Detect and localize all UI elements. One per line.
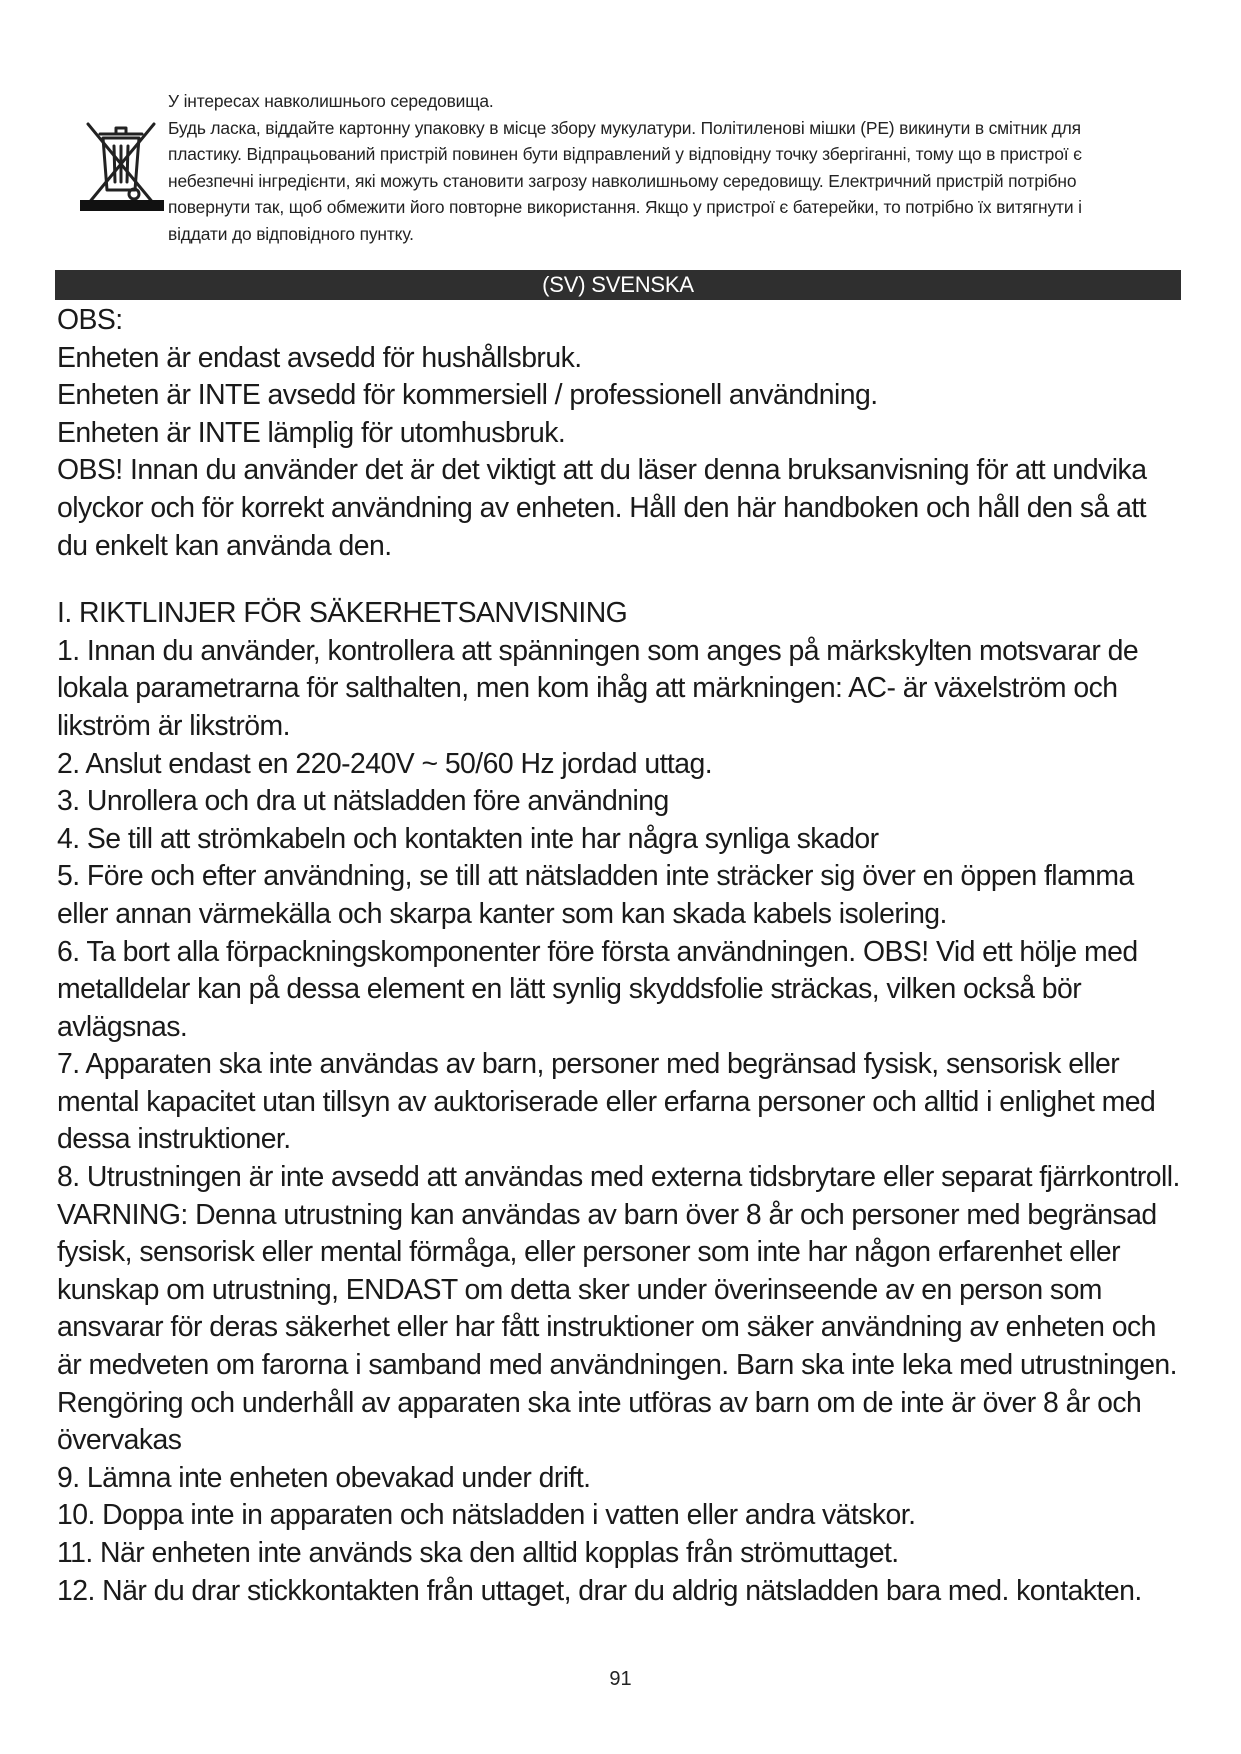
- safety-line: 9. Lämna inte enheten obevakad under drift.: [57, 1461, 591, 1494]
- language-section-heading: (SV) SVENSKA: [55, 270, 1181, 300]
- safety-line: 1. Innan du använder, kontrollera att spänningen som anges på märkskylten motsvarar de: [57, 634, 1139, 667]
- safety-line: ansvarar för deras säkerhet eller har fått instruktioner om säker användning av enheten och: [57, 1311, 1156, 1344]
- intro-line: du enkelt kan använda den.: [57, 529, 392, 562]
- disposal-line: віддати до відповідного пунтку.: [168, 223, 414, 244]
- safety-line: kunskap om utrustning, ENDAST om detta sker under överinseende av en person som: [57, 1273, 1102, 1306]
- safety-line: 3. Unrollera och dra ut nätsladden före användning: [57, 785, 669, 818]
- safety-line: 8. Utrustningen är inte avsedd att användas med externa tidsbrytare eller separat fjärrkontroll.: [57, 1161, 1180, 1194]
- disposal-line: У інтересах навколишнього середовища.: [168, 91, 494, 111]
- safety-line: är medveten om farorna i samband med användningen. Barn ska inte leka med utrustningen.: [57, 1349, 1178, 1382]
- safety-line: 11. När enheten inte används ska den alltid kopplas från strömuttaget.: [57, 1537, 899, 1569]
- paragraph-gap: [57, 565, 1217, 595]
- safety-line: lokala parametrarna för salthalten, men kom ihåg att märkningen: AC- är växelström och: [57, 672, 1118, 705]
- safety-line: 10. Doppa inte in apparaten och nätsladden i vatten eller andra vätskor.: [57, 1499, 916, 1532]
- disposal-line: небезпечні інгредієнти, які можуть становити загрозу навколишньому середовищу. Електричний пристрій потрібно: [168, 170, 1077, 191]
- safety-line: fysisk, sensorisk eller mental förmåga, eller personer som inte har någon erfarenhet eller: [57, 1236, 1120, 1269]
- intro-line: Enheten är INTE avsedd för kommersiell / professionell användning.: [57, 379, 878, 412]
- safety-line: dessa instruktioner.: [57, 1123, 291, 1156]
- safety-line: metalldelar kan på dessa element en lätt synlig skyddsfolie sträckas, vilken också bör: [57, 973, 1082, 1006]
- intro-line: Enheten är endast avsedd för hushållsbruk.: [57, 341, 582, 374]
- disposal-text-block: [168, 88, 1178, 247]
- safety-line: eller annan värmekälla och skarpa kanter som kan skada kabels isolering.: [57, 897, 947, 930]
- disposal-line: повернути так, щоб обмежити його повторне використання. Якщо у пристрої є батерейки, то потрібно їх витягнути і: [168, 197, 1082, 217]
- safety-line: 7. Apparaten ska inte användas av barn, personer med begränsad fysisk, sensorisk eller: [57, 1048, 1120, 1081]
- safety-line: avlägsnas.: [57, 1010, 188, 1043]
- intro-line: OBS:: [57, 304, 123, 336]
- disposal-notice: [70, 88, 1180, 248]
- safety-line: mental kapacitet utan tillsyn av auktoriserade eller erfarna personer och alltid i enlighet med: [57, 1085, 1156, 1118]
- safety-line: Rengöring och underhåll av apparaten ska inte utföras av barn om de inte är över 8 år och: [57, 1386, 1142, 1419]
- weee-underline-bar: [80, 200, 164, 211]
- disposal-line: Будь ласка, віддайте картонну упаковку в місце збору мукулатури. Політиленові мішки (PE) викинути в смітник для: [168, 117, 1081, 138]
- safety-line: 4. Se till att strömkabeln och kontakten inte har några synliga skador: [57, 822, 879, 855]
- intro-line: olyckor och för korrekt användning av enheten. Håll den här handboken och håll den så att: [57, 491, 1146, 524]
- safety-line: 12. När du drar stickkontakten från uttaget, drar du aldrig nätsladden bara med. kontakten.: [57, 1574, 1142, 1607]
- safety-line: 6. Ta bort alla förpackningskomponenter före första användningen. OBS! Vid ett hölje med: [57, 935, 1138, 968]
- intro-line: OBS! Innan du använder det är det viktigt att du läser denna bruksanvisning för att undvika: [57, 454, 1147, 487]
- safety-line: 2. Anslut endast en 220-240V ~ 50/60 Hz jordad uttag.: [57, 747, 713, 780]
- intro-line: Enheten är INTE lämplig för utomhusbruk.: [57, 416, 566, 449]
- swedish-body-text: [57, 302, 1217, 1610]
- safety-line: övervakas: [57, 1424, 182, 1457]
- safety-line: 5. Före och efter användning, se till att nätsladden inte sträcker sig över en öppen flamma: [57, 860, 1134, 893]
- safety-line: VARNING: Denna utrustning kan användas av barn över 8 år och personer med begränsad: [57, 1198, 1157, 1231]
- disposal-line: пластику. Відпрацьований пристрій повинен бути відправлений у відповідну точку збергіганні, тому що в пристрої є: [168, 144, 1082, 164]
- crossed-out-wheelie-bin-icon: [76, 112, 166, 212]
- page-number: 91: [609, 1668, 632, 1690]
- safety-line: likström är likström.: [57, 709, 290, 742]
- safety-heading: I. RIKTLINJER FÖR SÄKERHETSANVISNING: [57, 597, 628, 630]
